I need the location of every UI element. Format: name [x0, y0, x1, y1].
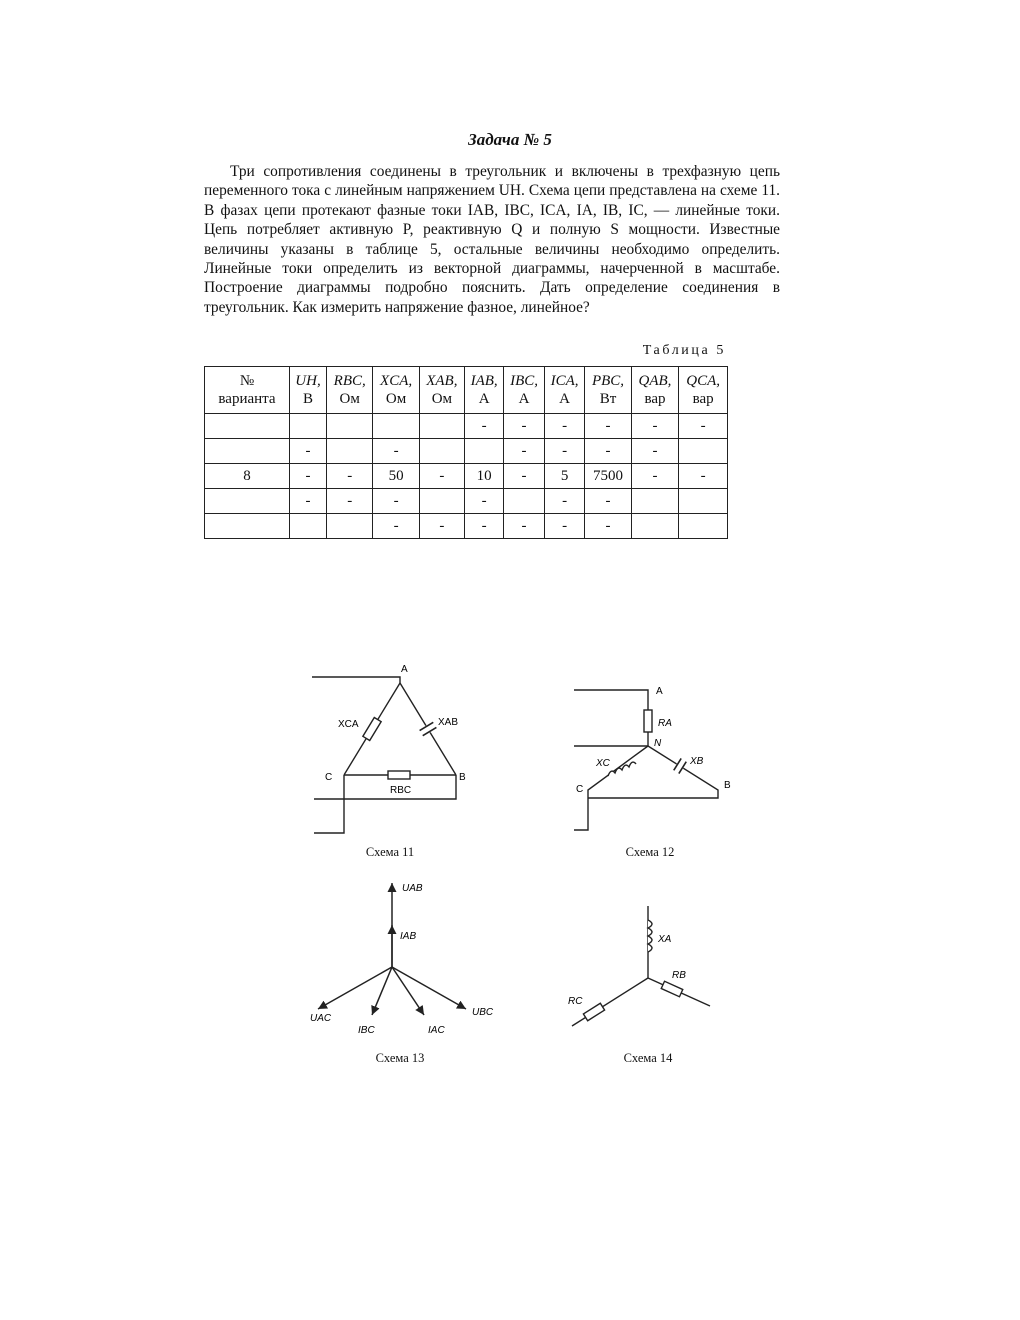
scheme-14-diagram: [560, 900, 720, 1035]
label-ubc: UBC: [472, 1007, 494, 1018]
table-cell: -: [327, 489, 373, 514]
label-xca: XCA: [338, 719, 359, 730]
table-cell: 50: [373, 464, 419, 489]
table-cell: -: [631, 464, 679, 489]
table-cell: -: [679, 414, 728, 439]
label-rb: RB: [672, 970, 686, 981]
table-cell: [205, 489, 290, 514]
table-cell: -: [327, 464, 373, 489]
table-cell: [419, 439, 464, 464]
table-cell: 8: [205, 464, 290, 489]
capacitor-xab: [419, 721, 437, 736]
header-cell: IAB, А: [464, 367, 503, 414]
table-cell: -: [373, 514, 419, 539]
label-rc: RC: [568, 996, 583, 1007]
header-cell: QAB, вар: [631, 367, 679, 414]
table-cell: [679, 439, 728, 464]
label-b: B: [724, 780, 731, 791]
table-cell: -: [504, 514, 545, 539]
label-ra: RA: [658, 718, 672, 729]
table-cell: [327, 414, 373, 439]
table-row: [205, 514, 728, 539]
header-cell: UH, В: [290, 367, 327, 414]
table-cell: -: [373, 439, 419, 464]
table-cell: [327, 514, 373, 539]
table-cell: [419, 414, 464, 439]
scheme-13-diagram: [300, 875, 500, 1050]
table-row: [205, 489, 728, 514]
resistor-rbc: [388, 771, 410, 779]
table-cell: -: [504, 439, 545, 464]
header-cell: PBC, Вт: [585, 367, 631, 414]
table-cell: -: [504, 414, 545, 439]
inductor-xc: [608, 762, 636, 776]
header-cell: IBC, А: [504, 367, 545, 414]
header-cell: XAB, Ом: [419, 367, 464, 414]
label-c: C: [576, 784, 584, 795]
table-cell: -: [585, 439, 631, 464]
label-xab: XAB: [438, 717, 459, 728]
variants-table: [204, 366, 728, 539]
table-cell: -: [585, 489, 631, 514]
table-row: [205, 439, 728, 464]
table-cell: -: [585, 414, 631, 439]
table-cell: -: [290, 439, 327, 464]
table-cell: -: [504, 464, 545, 489]
scheme-12-caption: Схема 12: [625, 845, 675, 859]
label-xb: XB: [690, 756, 704, 767]
table-cell: 10: [464, 464, 503, 489]
vector-iac: [392, 967, 424, 1015]
table-cell: -: [464, 514, 503, 539]
table-cell: -: [631, 439, 679, 464]
problem-text: [204, 162, 780, 317]
header-cell: RBC, Ом: [327, 367, 373, 414]
table-cell: [631, 489, 679, 514]
table-cell: -: [464, 489, 503, 514]
label-iac: IAC: [428, 1025, 445, 1036]
table-cell: [290, 514, 327, 539]
scheme-11-diagram: [300, 655, 500, 845]
wire-c-down: [314, 775, 344, 833]
table-cell: 5: [544, 464, 585, 489]
resistor-xca: [363, 718, 381, 741]
vector-ubc: [392, 967, 466, 1009]
resistor-rb: [661, 981, 683, 997]
header-cell: XCA, Ом: [373, 367, 419, 414]
branch-b: [588, 746, 718, 798]
table-cell: -: [544, 489, 585, 514]
branch-c: [574, 746, 648, 830]
resistor-ra: [644, 710, 652, 732]
scheme-11-caption: Схема 11: [365, 845, 415, 859]
label-c: C: [325, 772, 333, 783]
label-xc: XC: [596, 758, 610, 769]
scheme-13-caption: Схема 13: [375, 1051, 425, 1065]
table-cell: 7500: [585, 464, 631, 489]
wire-a: [312, 677, 400, 683]
table-cell: [464, 439, 503, 464]
table-cell: -: [679, 464, 728, 489]
table-cell: -: [464, 414, 503, 439]
label-uac: UAC: [310, 1013, 332, 1024]
table-cell: -: [544, 414, 585, 439]
table-cell: [290, 414, 327, 439]
label-a: A: [401, 664, 408, 675]
inductor-xa: [648, 920, 652, 952]
label-iab: IAB: [400, 931, 417, 942]
table-cell: -: [585, 514, 631, 539]
table-cell: [205, 514, 290, 539]
header-cell: QCA, вар: [679, 367, 728, 414]
header-cell: № варианта: [205, 367, 290, 414]
table-cell: -: [290, 464, 327, 489]
label-uab: UAB: [402, 883, 423, 894]
table-cell: -: [373, 489, 419, 514]
table-row: [205, 414, 728, 439]
scheme-14-caption: Схема 14: [623, 1051, 673, 1065]
label-b: B: [459, 772, 466, 783]
wire-a: [574, 690, 648, 746]
table-cell: [419, 489, 464, 514]
label-ibc: IBC: [358, 1025, 375, 1036]
table-cell: -: [544, 439, 585, 464]
capacitor-xb: [673, 758, 687, 774]
label-n: N: [654, 738, 662, 749]
table-cell: -: [419, 514, 464, 539]
table-header-row: [205, 367, 728, 414]
table-cell: -: [290, 489, 327, 514]
label-xa: XA: [658, 934, 672, 945]
problem-paragraph: Три сопротивления соединены в треугольник и включены в трехфазную цепь переменного тока с линейным напряжением UH. Схема цепи представлена на схеме 11. В фазах цепи протекают фазные токи IAB, IBC, ICA, IA, IB, IC, — линейные токи. Цепь потребляет активную P, реактивную Q и полную S мощности. Известные величины указаны в таблице 5, остальные величины необходимо определить. Линейные токи определить из векторной диаграммы, начерченной в масштабе. Построение диаграммы подробно пояснить. Дать определение соединения в треугольник. Как измерить напряжение фазное, линейное?: [204, 163, 780, 316]
vector-ibc: [372, 967, 392, 1015]
label-a: A: [656, 686, 663, 697]
header-cell: ICA, А: [544, 367, 585, 414]
table-cell: [679, 514, 728, 539]
problem-title: Задача № 5: [468, 130, 552, 149]
branch-c: [572, 978, 648, 1026]
table-cell: [631, 514, 679, 539]
vector-uac: [318, 967, 392, 1009]
table-cell: [327, 439, 373, 464]
table-caption: Таблица 5: [642, 343, 726, 358]
resistor-rc: [583, 1003, 604, 1020]
table-cell: [205, 439, 290, 464]
scheme-12-diagram: [560, 680, 750, 840]
table-cell: [504, 489, 545, 514]
table-cell: -: [631, 414, 679, 439]
table-cell: [373, 414, 419, 439]
table-cell: -: [419, 464, 464, 489]
table-row: [205, 464, 728, 489]
table-cell: [679, 489, 728, 514]
label-rbc: RBC: [390, 785, 412, 796]
table-cell: -: [544, 514, 585, 539]
table-cell: [205, 414, 290, 439]
